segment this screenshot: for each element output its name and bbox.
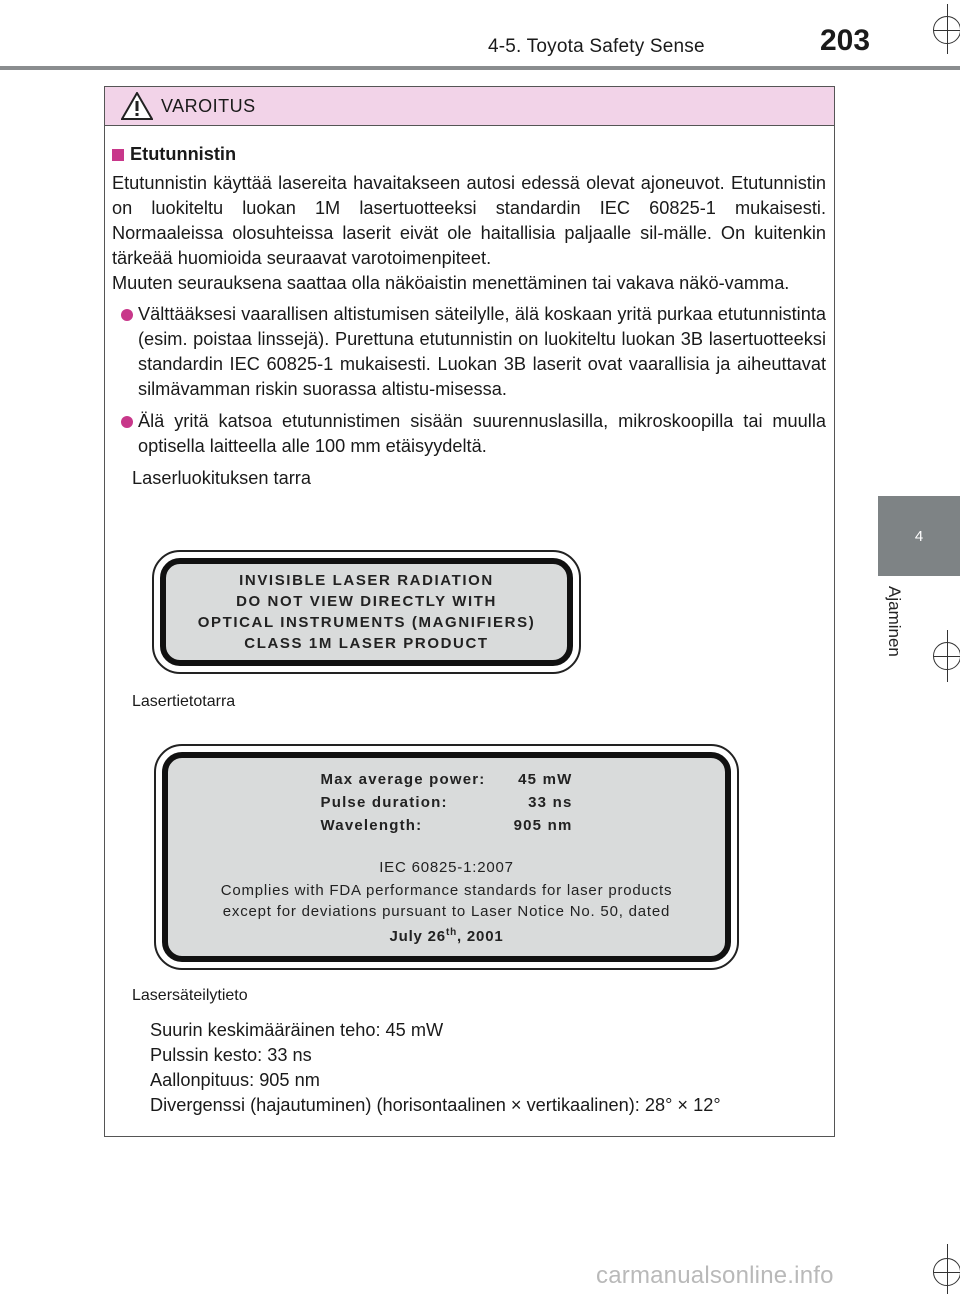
paragraph: Muuten seurauksena saattaa olla näköaistin menettäminen tai vakava näkö-vamma. xyxy=(112,273,790,293)
section-title xyxy=(112,142,826,167)
bullet-list xyxy=(112,302,826,459)
label-date: July 26th, 2001 xyxy=(389,926,504,945)
label-caption: Lasertietotarra xyxy=(132,693,236,710)
list-item-text: Älä yritä katsoa etutunnistimen sisään suurennuslasilla, mikroskoopilla tai muulla optisella laitteella alle 100 mm etäisyydeltä. xyxy=(138,411,826,456)
label-caption: Lasersäteilytieto xyxy=(132,987,248,1004)
laser-info-label xyxy=(154,744,739,970)
spec-line: Aallonpituus: 905 nm xyxy=(150,1070,320,1090)
label-compliance-line: Complies with FDA performance standards for laser products xyxy=(220,881,673,899)
chapter-tab xyxy=(878,496,960,576)
watermark: carmanualsonline.info xyxy=(596,1262,834,1289)
laser-class-label xyxy=(152,550,581,674)
chapter-number: 4 xyxy=(914,527,924,545)
label-body xyxy=(162,752,731,962)
section-title-text: Etutunnistin xyxy=(130,144,237,164)
page-number: 203 xyxy=(820,24,871,57)
label-line: OPTICAL INSTRUMENTS (MAGNIFIERS) xyxy=(197,614,536,631)
label-value: 905 nm xyxy=(513,816,573,834)
warning-content xyxy=(105,126,834,491)
header-rule xyxy=(0,66,960,70)
warning-title: VAROITUS xyxy=(161,95,256,116)
list-item xyxy=(112,409,826,459)
label-line: DO NOT VIEW DIRECTLY WITH xyxy=(236,593,497,610)
label-row xyxy=(321,814,573,837)
list-item xyxy=(112,302,826,402)
list-item-text: Välttääksesi vaarallisen altistumisen säteilylle, älä koskaan yritä purkaa etutunnistinta (esim. poistaa linssejä). Purettuna etutunnistin on luokiteltu luokan 3B lasertuotteeksi standardin IEC 60825-1 mukaisesti. Luokan 3B laserit ovat vaarallisia ja aiheuttavat silmävamman riskin suorassa altistu-misessa. xyxy=(138,304,826,399)
label-key: Wavelength: xyxy=(320,816,423,834)
section-header: 4-5. Toyota Safety Sense xyxy=(488,36,705,57)
warning-header xyxy=(105,87,834,126)
label-row xyxy=(321,791,573,814)
crop-mark-circle xyxy=(933,1258,960,1286)
spec-line: Suurin keskimääräinen teho: 45 mW xyxy=(150,1020,444,1040)
label-value: 45 mW xyxy=(518,770,573,788)
label-line: INVISIBLE LASER RADIATION xyxy=(239,572,494,589)
round-bullet-icon xyxy=(121,309,133,321)
label-caption: Laserluokituksen tarra xyxy=(132,468,311,488)
label-compliance xyxy=(221,857,673,947)
label-key: Pulse duration: xyxy=(320,793,448,811)
round-bullet-icon xyxy=(121,416,133,428)
label-standard: IEC 60825-1:2007 xyxy=(379,858,514,876)
label-body xyxy=(160,558,573,666)
laser-specs xyxy=(150,1018,721,1118)
label-value: 33 ns xyxy=(528,793,573,811)
paragraph: Etutunnistin käyttää lasereita havaitakseen autosi edessä olevat ajoneuvot. Etutunnistin on luokiteltu luokan 1M lasertuotteeksi standardin IEC 60825-1 mukaisesti. Normaaleissa olosuhteissa laserit eivät ole haitallisia paljaalle sil-mälle. On kuitenkin tärkeää huomioida seuraavat varotoimenpiteet. xyxy=(112,173,826,268)
label-line: CLASS 1M LASER PRODUCT xyxy=(244,635,489,652)
label-compliance-line: except for deviations pursuant to Laser Notice No. 50, dated xyxy=(222,902,671,920)
crop-mark-circle xyxy=(933,642,960,670)
warning-box xyxy=(104,86,835,1137)
label-key: Max average power: xyxy=(320,770,486,788)
square-bullet-icon xyxy=(112,149,124,161)
spec-line: Divergenssi (hajautuminen) (horisontaalinen × vertikaalinen): 28° × 12° xyxy=(150,1095,721,1115)
spec-line: Pulssin kesto: 33 ns xyxy=(150,1045,312,1065)
label-row xyxy=(321,768,573,791)
warning-triangle-icon xyxy=(121,92,153,120)
crop-mark-circle xyxy=(933,16,960,44)
chapter-label: Ajaminen xyxy=(885,586,904,657)
